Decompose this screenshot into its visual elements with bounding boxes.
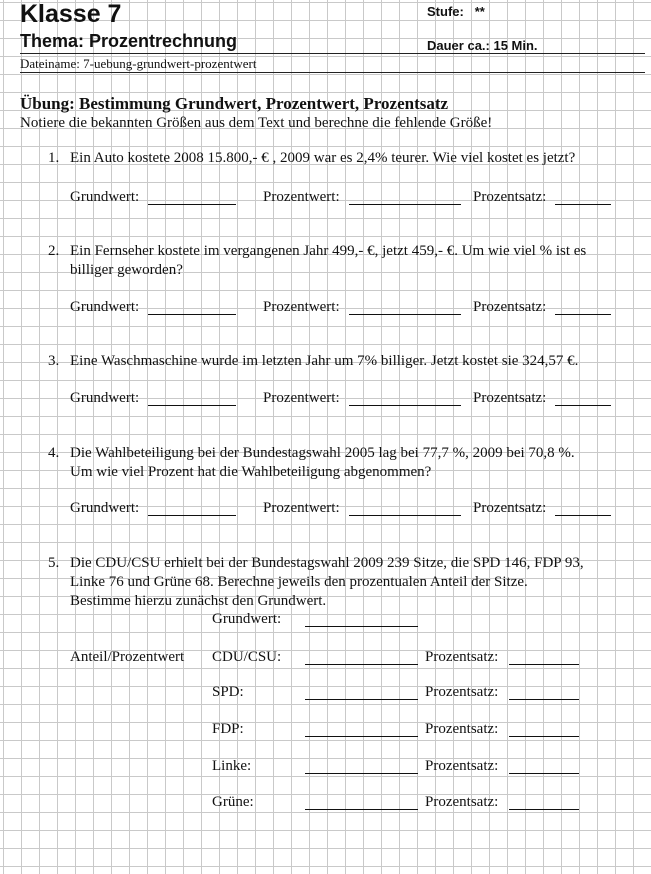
task-3-prozentsatz-blank[interactable] [555, 405, 611, 406]
party-fdp-prozentsatz-label: Prozentsatz: [425, 721, 499, 737]
task-1-prozentsatz-blank[interactable] [555, 204, 611, 205]
task-2-grundwert-blank[interactable] [148, 314, 236, 315]
task-5-line-3: Bestimme hierzu zunächst den Grundwert. [70, 593, 327, 609]
task-5-line-1: Die CDU/CSU erhielt bei der Bundestagswahl 2009 239 Sitze, die SPD 146, FDP 93, [70, 555, 584, 571]
task-1-prozentwert-label: Prozentwert: [263, 189, 340, 205]
party-fdp-prozentsatz-blank[interactable] [509, 736, 579, 737]
party-label-fdp: FDP: [212, 721, 244, 737]
party-label-spd: SPD: [212, 684, 244, 700]
party-cdu-csu-prozentsatz-label: Prozentsatz: [425, 649, 499, 665]
task-4-grundwert-label: Grundwert: [70, 500, 140, 516]
task-1-prozentsatz-label: Prozentsatz: [473, 189, 547, 205]
task-2-line-1: Ein Fernseher kostete im vergangenen Jahr 499,- €, jetzt 459,- €. Um wie viel % ist es [70, 243, 587, 259]
task-2-prozentwert-label: Prozentwert: [263, 299, 340, 315]
task-3-line-1: Eine Waschmaschine wurde im letzten Jahr um 7% billiger. Jetzt kostet sie 324,57 €. [70, 353, 579, 369]
task-5-line-2: Linke 76 und Grüne 68. Berechne jeweils den prozentualen Anteil der Sitze. [70, 574, 528, 590]
filename-label: Dateiname: 7-uebung-grundwert-prozentwert [20, 56, 257, 71]
class-title: Klasse 7 [20, 0, 122, 28]
task-4-line-2: Um wie viel Prozent hat die Wahlbeteiligung abgenommen? [70, 464, 432, 480]
exercise-heading: Übung: Bestimmung Grundwert, Prozentwert, Prozentsatz [20, 94, 449, 113]
task-2-number: 2. [48, 243, 60, 259]
task-4-prozentwert-label: Prozentwert: [263, 500, 340, 516]
party-cdu-csu-prozentsatz-blank[interactable] [509, 664, 579, 665]
party-gruene-prozentsatz-label: Prozentsatz: [425, 794, 499, 810]
task-1-number: 1. [48, 150, 60, 166]
party-label-cdu-csu: CDU/CSU: [212, 649, 282, 665]
party-linke-value-blank[interactable] [305, 773, 418, 774]
task-2-line-2: billiger geworden? [70, 262, 183, 278]
party-label-gruene: Grüne: [212, 794, 254, 810]
task-3-prozentsatz-label: Prozentsatz: [473, 390, 547, 406]
filename-rule [20, 72, 645, 73]
task-3-prozentwert-blank[interactable] [349, 405, 461, 406]
task-1-line-1: Ein Auto kostete 2008 15.800,- € , 2009 war es 2,4% teurer. Wie viel kostet es jetzt? [70, 150, 576, 166]
task-4-prozentsatz-blank[interactable] [555, 515, 611, 516]
task-1-grundwert-label: Grundwert: [70, 189, 140, 205]
task-3-prozentwert-label: Prozentwert: [263, 390, 340, 406]
task-4-prozentwert-blank[interactable] [349, 515, 461, 516]
party-linke-prozentsatz-blank[interactable] [509, 773, 579, 774]
task-1-grundwert-blank[interactable] [148, 204, 236, 205]
party-gruene-prozentsatz-blank[interactable] [509, 809, 579, 810]
task-5-grundwert-label: Grundwert: [212, 611, 282, 627]
party-spd-prozentsatz-label: Prozentsatz: [425, 684, 499, 700]
party-spd-value-blank[interactable] [305, 699, 418, 700]
topic-title: Thema: Prozentrechnung [20, 31, 238, 51]
level-value: ** [474, 4, 485, 19]
task-5-grundwert-blank[interactable] [305, 626, 418, 627]
task-3-grundwert-blank[interactable] [148, 405, 236, 406]
task-5-anteil-label: Anteil/Prozentwert [70, 649, 185, 665]
task-4-prozentsatz-label: Prozentsatz: [473, 500, 547, 516]
party-linke-prozentsatz-label: Prozentsatz: [425, 758, 499, 774]
task-1-prozentwert-blank[interactable] [349, 204, 461, 205]
task-5-number: 5. [48, 555, 60, 571]
exercise-instruction: Notiere die bekannten Größen aus dem Text und berechne die fehlende Größe! [20, 115, 493, 131]
party-gruene-value-blank[interactable] [305, 809, 418, 810]
task-4-grundwert-blank[interactable] [148, 515, 236, 516]
task-4-line-1: Die Wahlbeteiligung bei der Bundestagswahl 2005 lag bei 77,7 %, 2009 bei 70,8 %. [70, 445, 575, 461]
party-cdu-csu-value-blank[interactable] [305, 664, 418, 665]
duration-label: Dauer ca.: 15 Min. [427, 38, 538, 53]
level-label-text: Stufe: [427, 4, 464, 19]
task-4-number: 4. [48, 445, 60, 461]
task-3-grundwert-label: Grundwert: [70, 390, 140, 406]
party-fdp-value-blank[interactable] [305, 736, 418, 737]
level-label [427, 4, 485, 19]
task-2-prozentwert-blank[interactable] [349, 314, 461, 315]
task-2-grundwert-label: Grundwert: [70, 299, 140, 315]
header-rule [20, 53, 645, 54]
party-label-linke: Linke: [212, 758, 252, 774]
task-3-number: 3. [48, 353, 60, 369]
party-spd-prozentsatz-blank[interactable] [509, 699, 579, 700]
task-2-prozentsatz-label: Prozentsatz: [473, 299, 547, 315]
task-2-prozentsatz-blank[interactable] [555, 314, 611, 315]
